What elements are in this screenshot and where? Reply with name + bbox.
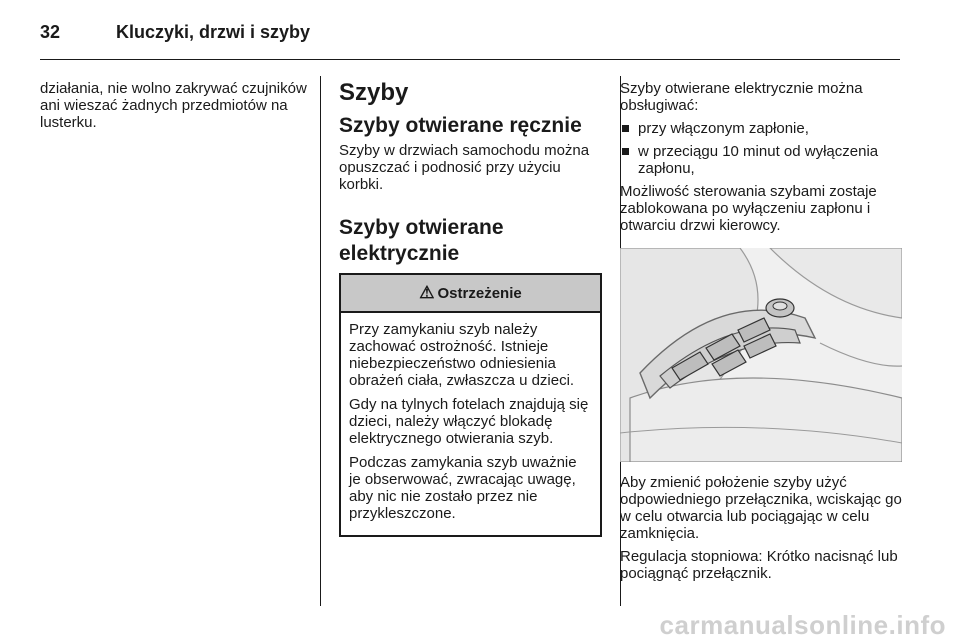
- list-item: w przeciągu 10 minut od wyłączenia zapłonu,: [620, 143, 902, 177]
- continued-paragraph: działania, nie wolno zakrywać czujników ani wieszać żadnych przedmiotów na lusterku.: [40, 80, 307, 131]
- manual-windows-text: Szyby w drzwiach samochodu można opuszczać i podnosić przy użyciu korbki.: [339, 142, 590, 193]
- watermark: carmanualsonline.info: [659, 610, 946, 640]
- column-left: [40, 80, 310, 137]
- warning-box: [339, 273, 602, 537]
- lockout-text: Możliwość sterowania szybami zostaje zablokowana po wyłączeniu zapłonu i otwarciu drzwi kierowcy.: [620, 183, 877, 234]
- section-heading: Szyby: [339, 79, 409, 106]
- warning-triangle-icon: ⚠: [419, 283, 435, 302]
- column-middle: [339, 80, 602, 537]
- page-number: 32: [40, 22, 61, 42]
- subheading-electric-windows: Szyby otwierane elektrycznie: [339, 216, 504, 265]
- operation-conditions-list: [620, 120, 902, 177]
- chapter-title: Kluczyki, drzwi i szyby: [116, 22, 311, 42]
- column-right: [620, 80, 902, 588]
- door-switch-illustration: [620, 248, 902, 462]
- warning-paragraph: Podczas zamykania szyb uważnie je obserwować, zwracając uwagę, aby nic nie zostało przez nie przykleszczone.: [349, 454, 577, 522]
- warning-body: [341, 313, 600, 535]
- page-header: [40, 22, 900, 42]
- list-item: przy włączonym zapłonie,: [620, 120, 902, 137]
- switch-instructions: Aby zmienić położenie szyby użyć odpowiedniego przełącznika, wciskając go w celu otwarcia lub pociągając w celu zamknięcia.: [620, 474, 902, 542]
- header-divider: [40, 59, 900, 60]
- warning-paragraph: Gdy na tylnych fotelach znajdują się dzieci, należy włączyć blokadę elektrycznego otwierania szyb.: [349, 396, 589, 447]
- warning-paragraph: Przy zamykaniu szyb należy zachować ostrożność. Istnieje niebezpieczeństwo odniesienia obrażeń ciała, zwłaszcza u dzieci.: [349, 321, 575, 389]
- warning-header: [341, 275, 600, 313]
- subheading-manual-windows: Szyby otwierane ręcznie: [339, 114, 582, 137]
- column-divider-left: [320, 76, 321, 606]
- door-window-switch-panel-icon: [620, 248, 902, 462]
- warning-title: Ostrzeżenie: [437, 284, 522, 302]
- stepwise-adjustment-text: Regulacja stopniowa: Krótko nacisnąć lub pociągnąć przełącznik.: [620, 548, 898, 582]
- operation-intro: Szyby otwierane elektrycznie można obsługiwać:: [620, 80, 863, 114]
